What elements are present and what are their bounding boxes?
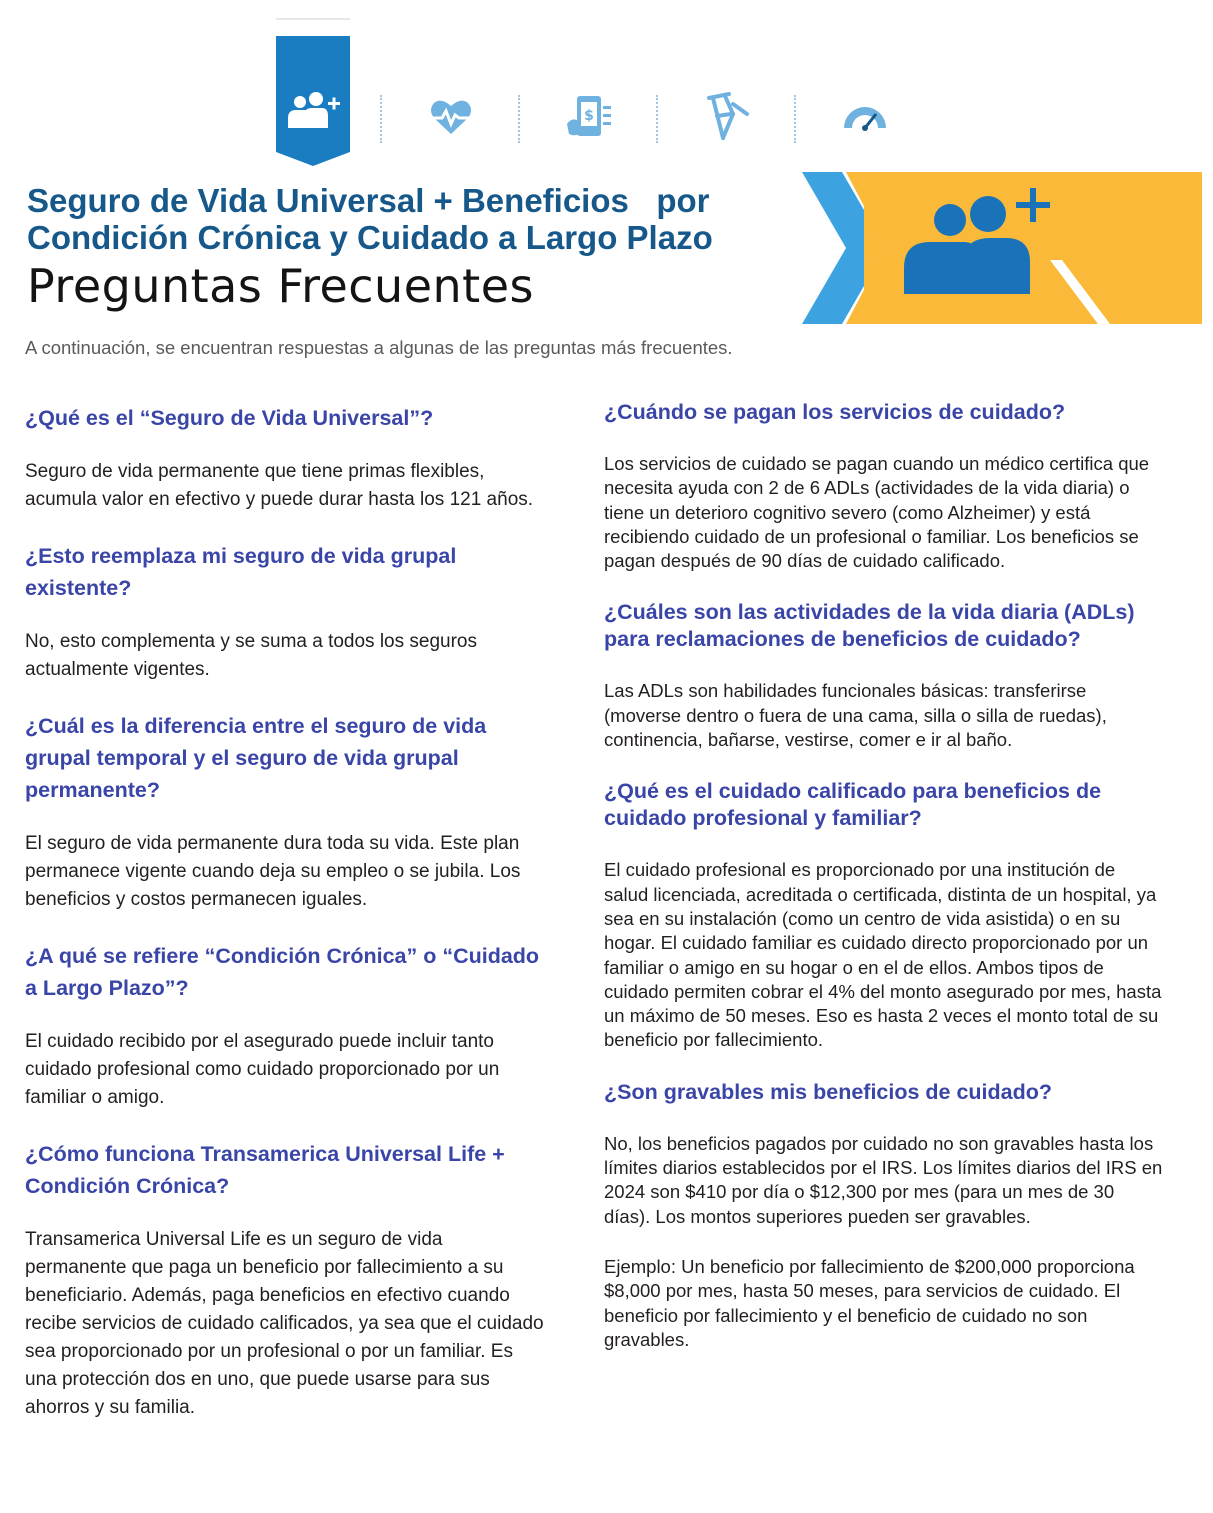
page-subtitle: Preguntas Frecuentes — [27, 259, 534, 313]
faq-answer: El cuidado recibido por el asegurado puede incluir tanto cuidado profesional como cuidado proporcionado por un familiar o amigo. — [25, 1031, 500, 1108]
faq-column-left — [25, 402, 545, 1448]
faq-answer: No, esto complementa y se suma a todos los seguros actualmente vigentes. — [25, 631, 478, 680]
faq-question: ¿Cómo funciona Transamerica Universal Life + Condición Crónica? — [25, 1142, 505, 1198]
crutch-icon[interactable] — [703, 92, 753, 142]
faq-column-right — [604, 399, 1164, 1378]
faq-question: ¿Cuándo se pagan los servicios de cuidado? — [604, 400, 1066, 424]
icon-separator — [794, 95, 796, 143]
hero-banner — [800, 172, 1202, 324]
icon-separator — [380, 95, 382, 143]
active-icon-ribbon[interactable] — [276, 36, 350, 166]
faq-question: ¿Qué es el “Seguro de Vida Universal”? — [25, 406, 434, 430]
faq-answer: El seguro de vida permanente dura toda su vida. Este plan permanece vigente cuando deja su empleo o se jubila. Los beneficios y costos permanecen iguales. — [25, 833, 521, 910]
faq-item — [25, 710, 545, 914]
heart-pulse-icon[interactable] — [426, 92, 476, 142]
faq-item — [604, 1079, 1164, 1352]
faq-item — [25, 1138, 545, 1422]
icon-separator — [656, 95, 658, 143]
mobile-pay-icon[interactable] — [565, 92, 615, 142]
faq-example: Ejemplo: Un beneficio por fallecimiento de $200,000 proporciona $8,000 por mes, hasta 50 meses, para servicios de cuidado. El beneficio por fallecimiento y el beneficio de cuidado no son gravables. — [604, 1255, 1135, 1350]
icon-separator — [518, 95, 520, 143]
faq-item — [604, 399, 1164, 573]
intro-text: A continuación, se encuentran respuestas a algunas de las preguntas más frecuentes. — [25, 337, 733, 358]
faq-question: ¿Son gravables mis beneficios de cuidado? — [604, 1079, 1053, 1104]
faq-item — [604, 778, 1164, 1052]
svg-text:$: $ — [584, 108, 594, 124]
page-title — [27, 182, 787, 256]
faq-item — [25, 940, 545, 1112]
faq-answer: Los servicios de cuidado se pagan cuando un médico certifica que necesita ayuda con 2 de 6 ADLs (actividades de la vida diaria) o tiene un deterioro cognitivo severo (como Alzheimer) y está recibiendo cuidado de un profesional o familiar. Los beneficios se pagan después de 90 días de cuidado calificado. — [604, 453, 1150, 572]
faq-item — [25, 540, 545, 684]
faq-answer: Las ADLs son habilidades funcionales básicas: transferirse (moverse dentro o fuera de una cama, silla o silla de ruedas), continencia, bañarse, vestirse, comer e ir al baño. — [604, 680, 1107, 751]
faq-answer: Seguro de vida permanente que tiene primas flexibles, acumula valor en efectivo y puede durar hasta los 121 años. — [25, 461, 534, 510]
gauge-icon[interactable] — [840, 92, 890, 142]
faq-item — [604, 599, 1164, 752]
title-line-1: Seguro de Vida Universal + Beneficios por — [27, 182, 710, 219]
faq-question: ¿Cuáles son las actividades de la vida diaria (ADLs) para reclamaciones de beneficios de cuidado? — [604, 600, 1135, 652]
title-line-2: Condición Crónica y Cuidado a Largo Plazo — [27, 219, 713, 256]
ribbon-top-line — [276, 18, 350, 20]
faq-item — [25, 402, 545, 514]
faq-answer: No, los beneficios pagados por cuidado no son gravables hasta los límites diarios establecidos por el IRS. Los límites diarios del IRS en 2024 son $410 por día o $12,300 por mes (para un mes de 30 días). Los montos superiores pueden ser gravables. — [604, 1132, 1163, 1227]
faq-question: ¿Cuál es la diferencia entre el seguro de vida grupal temporal y el seguro de vida grupal permanente? — [25, 714, 487, 802]
faq-question: ¿Esto reemplaza mi seguro de vida grupal existente? — [25, 544, 457, 600]
faq-answer: El cuidado profesional es proporcionado por una institución de salud licenciada, acreditada o certificada, distinta de un hospital, ya sea en su instalación (como un centro de vida asistida) o en su hogar. El cuidado familiar es cuidado directo proporcionado por un familiar o amigo en su hogar o en el de ellos. Ambos tipos de cuidado permiten cobrar el 4% del monto asegurado por mes, hasta un máximo de 50 meses. Eso es hasta 2 veces el monto total de su beneficio por fallecimiento. — [604, 859, 1162, 1051]
faq-answer: Transamerica Universal Life es un seguro de vida permanente que paga un beneficio por fallecimiento a su beneficiario. Además, paga beneficios en efectivo cuando recibe servicios de cuidado calificados, ya sea que el cuidado sea proporcionado por un profesional o por un familiar. Es una protección dos en uno, que puede usarse para sus ahorros y su familia. — [25, 1229, 544, 1418]
faq-question: ¿Qué es el cuidado calificado para beneficios de cuidado profesional y familiar? — [604, 779, 1102, 831]
faq-question: ¿A qué se refiere “Condición Crónica” o “Cuidado a Largo Plazo”? — [25, 944, 540, 1000]
icon-navigation-bar — [0, 0, 1213, 170]
